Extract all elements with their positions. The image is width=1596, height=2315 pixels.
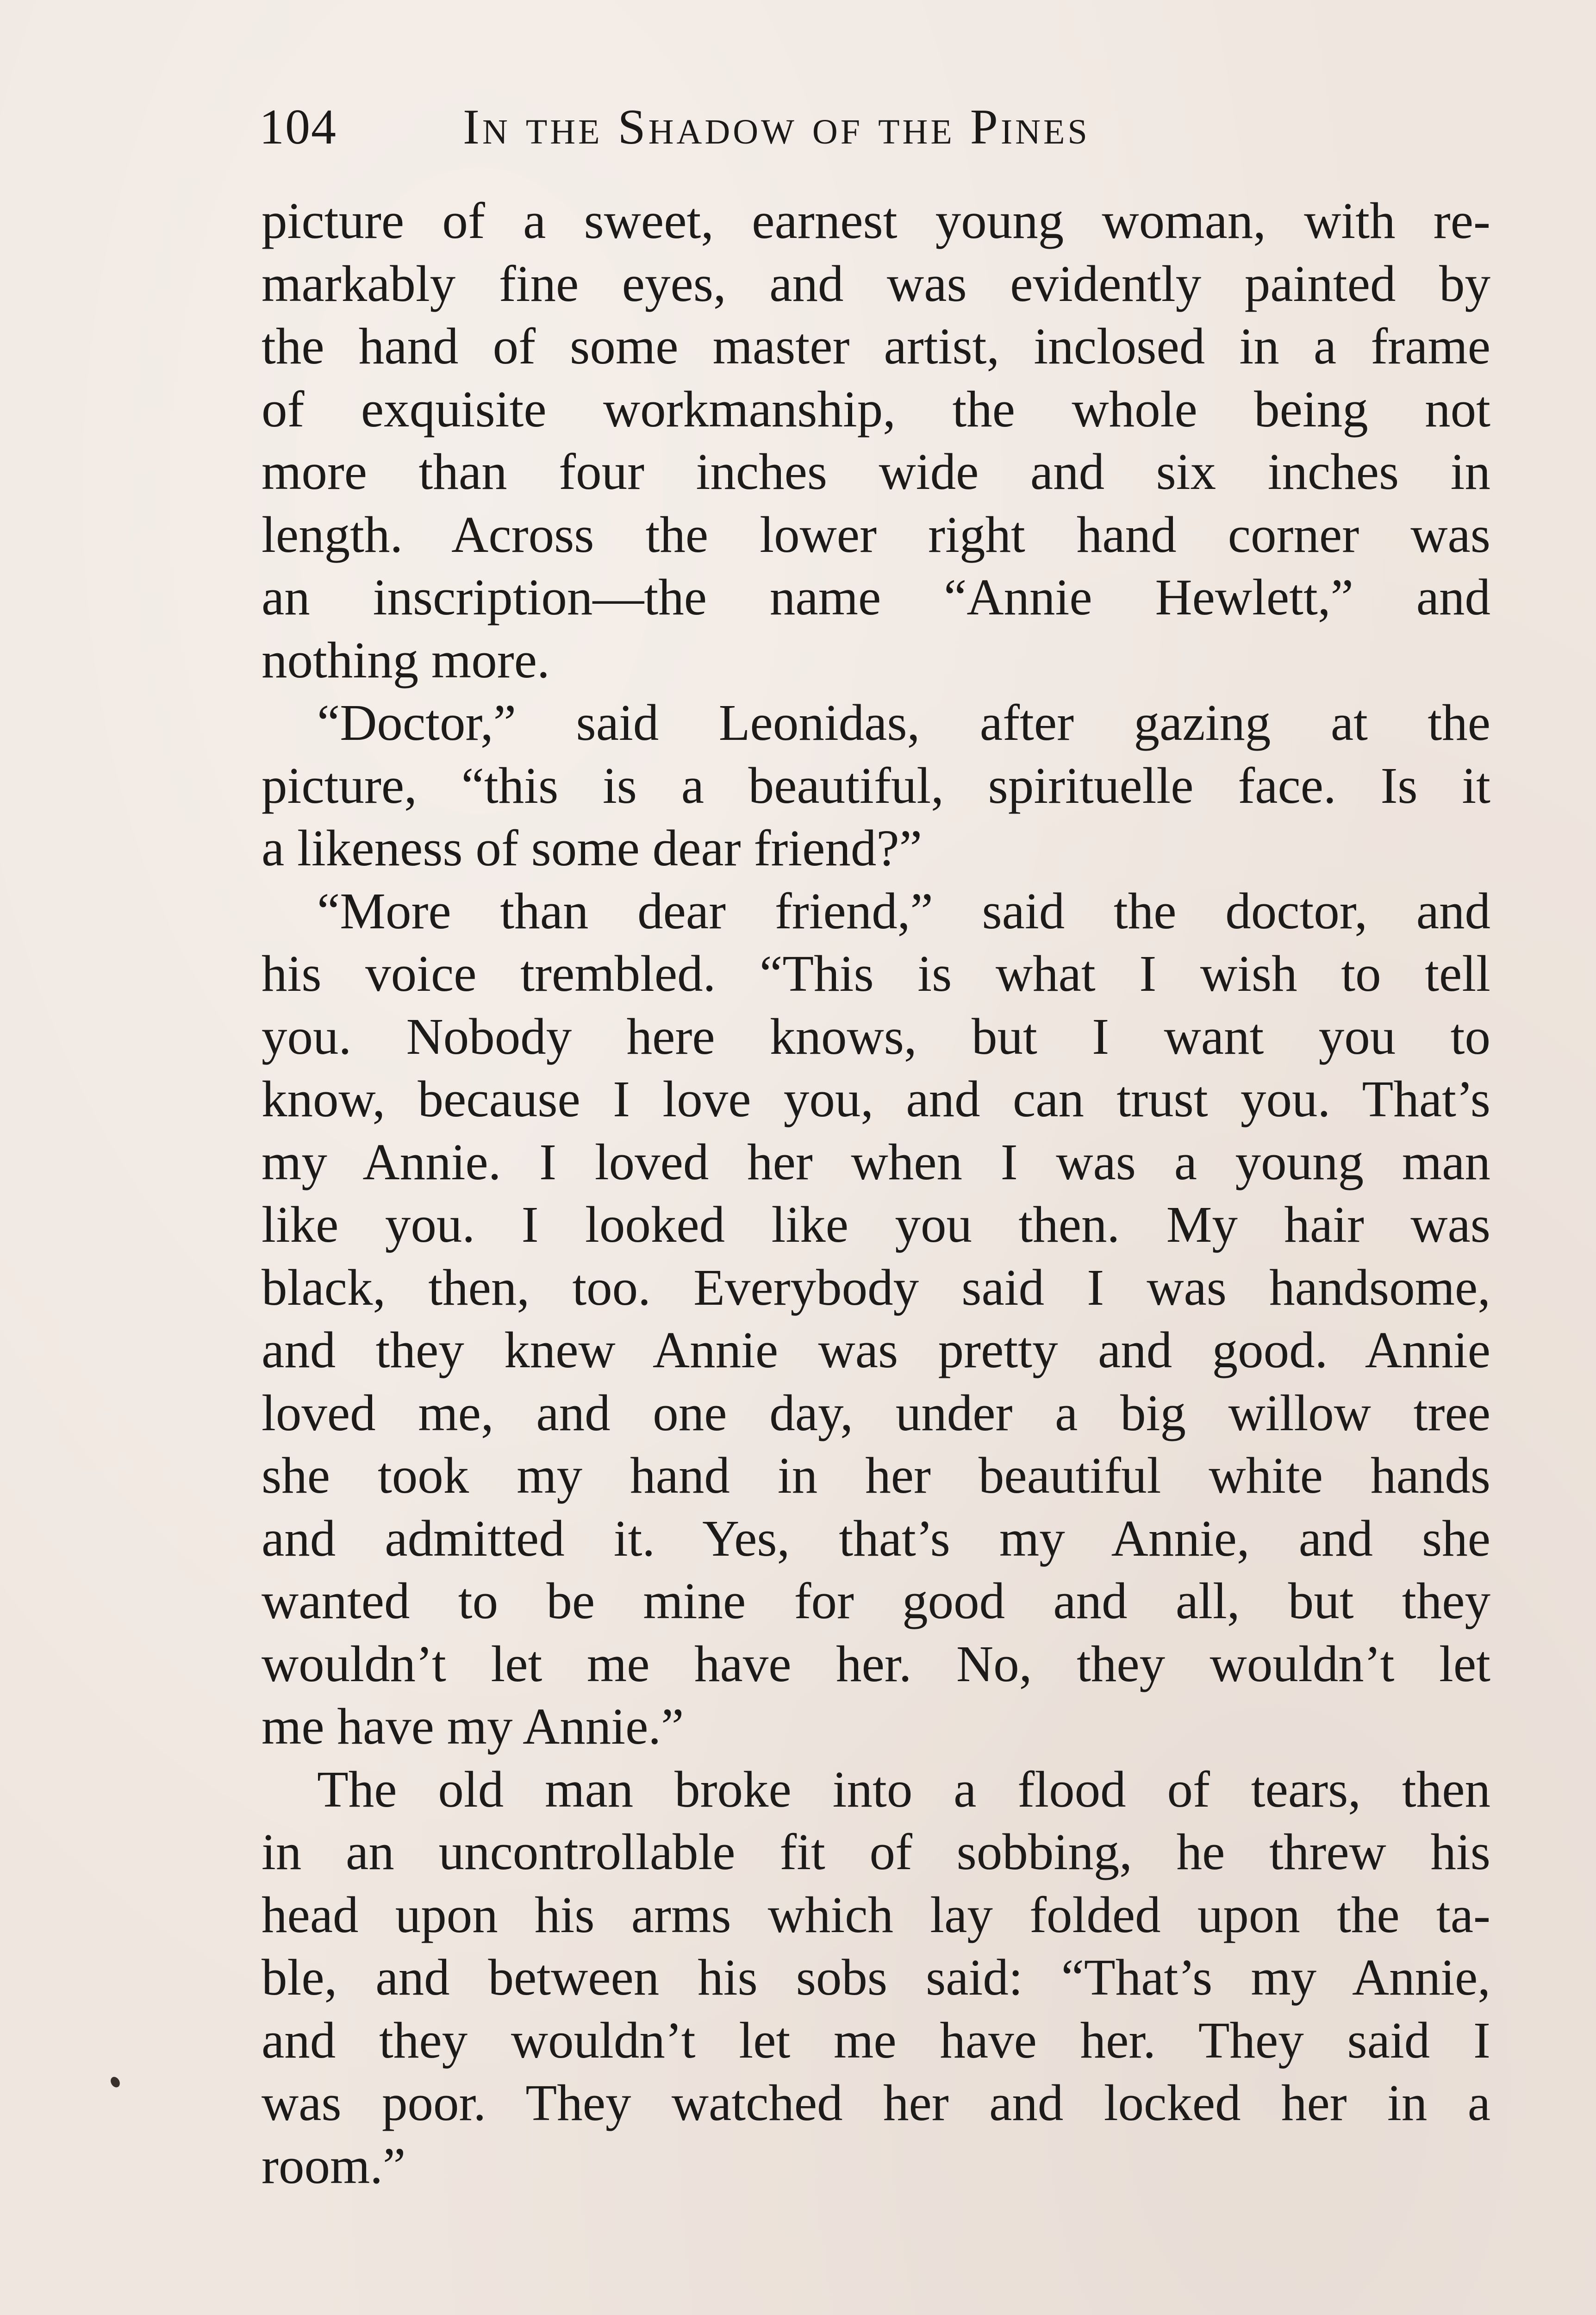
text-line: black, then, too. Everybody said I was handsome, <box>262 1259 1490 1316</box>
text-line: more than four inches wide and six inches in <box>262 444 1490 501</box>
running-head-title: In the Shadow of the Pines <box>463 100 1090 155</box>
running-head <box>259 93 1509 162</box>
page-number: 104 <box>259 100 337 155</box>
text-line: picture of a sweet, earnest young woman, with re- <box>262 193 1490 250</box>
text-line: “More than dear friend,” said the doctor, and <box>317 882 1490 940</box>
text-line: a likeness of some dear friend?” <box>262 820 922 877</box>
text-line: The old man broke into a flood of tears, then <box>317 1761 1490 1818</box>
text-line: you. Nobody here knows, but I want you to <box>262 1008 1490 1065</box>
paragraph-1 <box>262 190 1490 692</box>
text-line: like you. I looked like you then. My hair was <box>262 1196 1490 1253</box>
text-line: and they knew Annie was pretty and good. Annie <box>262 1322 1490 1379</box>
text-line: room.” <box>262 2137 406 2195</box>
text-line: picture, “this is a beautiful, spirituelle face. Is it <box>262 757 1490 814</box>
text-line: loved me, and one day, under a big willow tree <box>262 1384 1490 1442</box>
text-line: and they wouldn’t let me have her. They said I <box>262 2012 1490 2069</box>
text-line: know, because I love you, and can trust you. That’s <box>262 1071 1490 1128</box>
text-line: head upon his arms which lay folded upon the ta- <box>262 1886 1490 1944</box>
text-line: length. Across the lower right hand corner was <box>262 506 1490 563</box>
text-line: wanted to be mine for good and all, but they <box>262 1573 1490 1630</box>
text-line: his voice trembled. “This is what I wish to tell <box>262 945 1490 1002</box>
text-line: nothing more. <box>262 632 550 689</box>
paragraph-4 <box>262 1758 1490 2198</box>
paragraph-3 <box>262 880 1490 1758</box>
text-line: and admitted it. Yes, that’s my Annie, and she <box>262 1510 1490 1567</box>
text-line: “Doctor,” said Leonidas, after gazing at the <box>317 694 1490 751</box>
text-line: the hand of some master artist, inclosed in a frame <box>262 318 1490 375</box>
text-line: my Annie. I loved her when I was a young man <box>262 1133 1490 1191</box>
body-text <box>262 190 1490 2197</box>
text-line: in an uncontrollable fit of sobbing, he threw his <box>262 1824 1490 1881</box>
text-line: an inscription—the name “Annie Hewlett,” and <box>262 569 1490 626</box>
text-line: was poor. They watched her and locked her in a <box>262 2075 1490 2132</box>
text-line: of exquisite workmanship, the whole being not <box>262 381 1490 438</box>
text-line: ble, and between his sobs said: “That’s my Annie, <box>262 1949 1490 2006</box>
paragraph-2 <box>262 692 1490 880</box>
text-line: markably fine eyes, and was evidently painted by <box>262 255 1490 313</box>
text-line: wouldn’t let me have her. No, they wouldn’t let <box>262 1635 1490 1693</box>
text-line: me have my Annie.” <box>262 1698 684 1755</box>
text-line: she took my hand in her beautiful white hands <box>262 1447 1490 1504</box>
ink-speck <box>109 2075 122 2089</box>
